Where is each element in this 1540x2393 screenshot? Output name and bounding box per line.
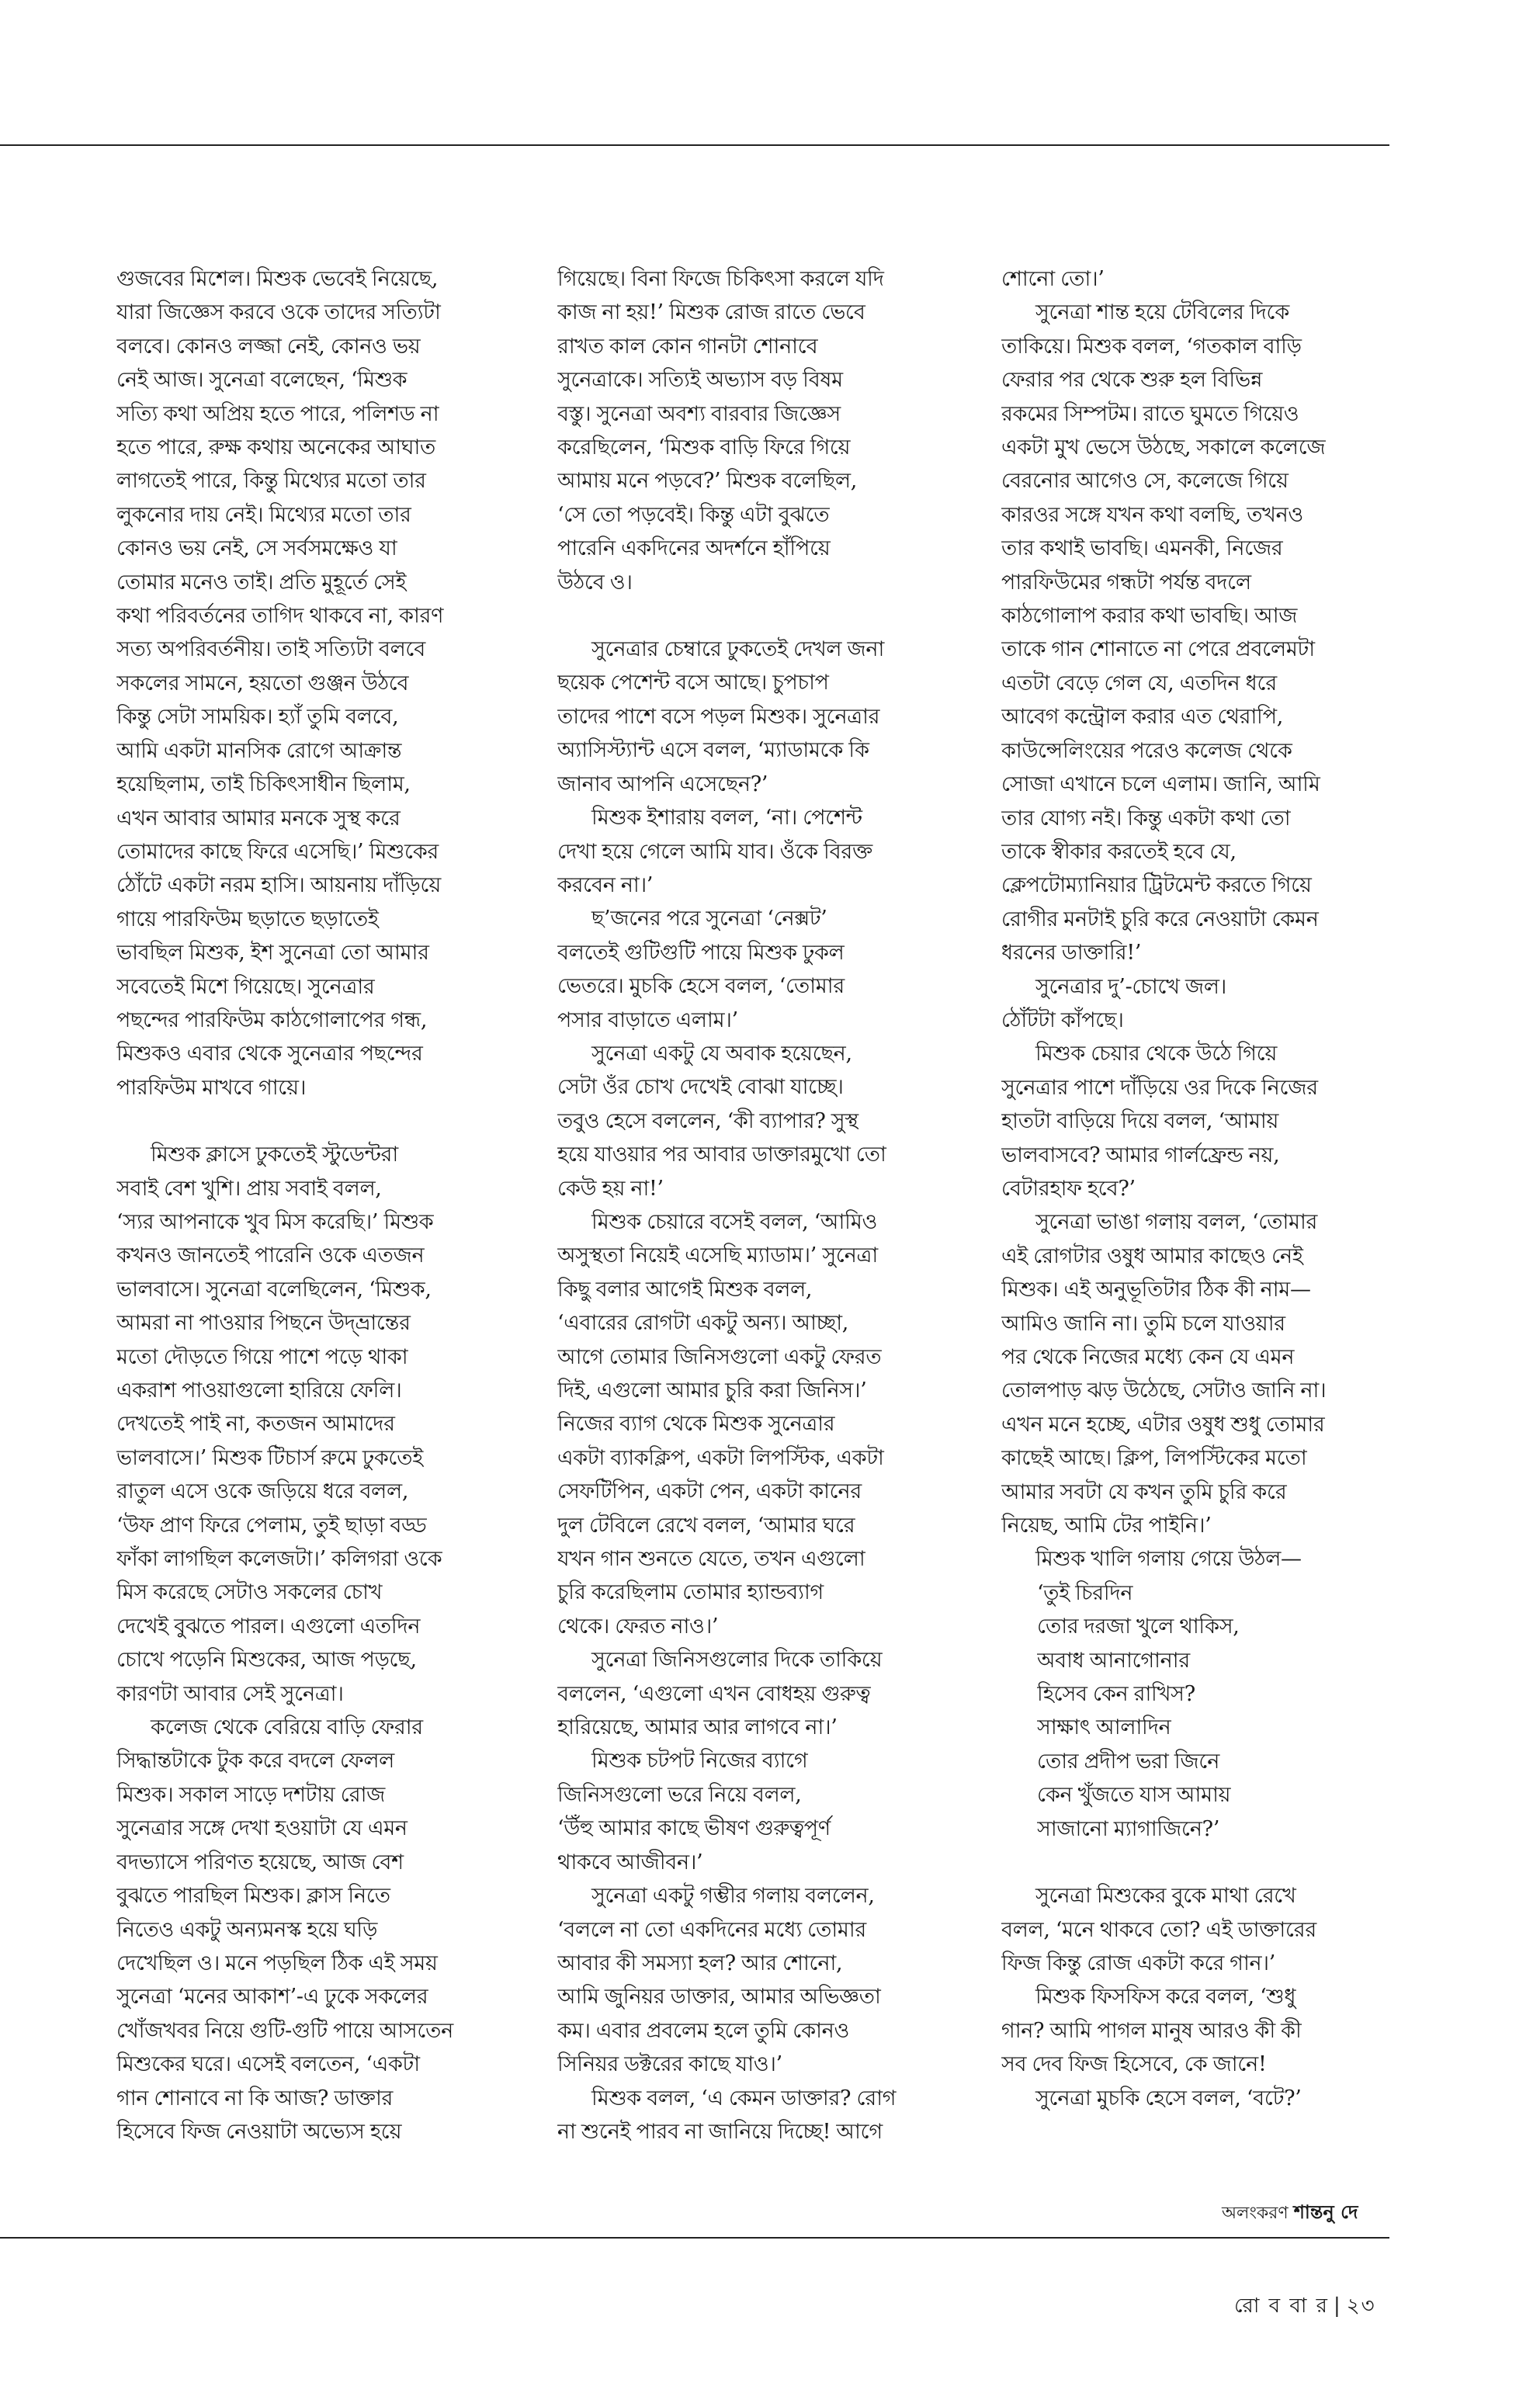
text-line: চোখে পড়েনি মিশুকের, আজ পড়ছে, <box>116 1648 417 1673</box>
text-line: আমি একটা মানসিক রোগে আক্রান্ত <box>116 738 402 763</box>
text-line: সুনেত্রা একটু গম্ভীর গলায় বললেন, <box>591 1884 875 1909</box>
text-line: তবুও হেসে বললেন, ‘কী ব্যাপার? সুস্থ <box>557 1108 858 1133</box>
text-line: ফাঁকা লাগছিল কলেজটা।’ কলিগরা ওকে <box>116 1547 442 1572</box>
text-line: নিতেও একটু অন্যমনস্ক হয়ে ঘড়ি <box>116 1917 378 1942</box>
text-line: হারিয়েছে, আমার আর লাগবে না।’ <box>557 1715 838 1740</box>
text-line: ‘উঁহু আমার কাছে ভীষণ গুরুত্বপূর্ণ <box>557 1816 831 1841</box>
text-line: ভালবাসবে? আমার গার্লফ্রেন্ড নয়, <box>1001 1143 1280 1167</box>
folio-separator: | <box>1333 2294 1342 2318</box>
text-line: কখনও জানতেই পারেনি ওকে এতজন <box>116 1243 425 1268</box>
text-line: ‘স্যর আপনাকে খুব মিস করেছি।’ মিশুক <box>116 1209 434 1234</box>
text-line: সবাই বেশ খুশি। প্রায় সবাই বলল, <box>116 1176 382 1201</box>
text-line: সুনেত্রার পাশে দাঁড়িয়ে ওর দিকে নিজের <box>1001 1075 1318 1100</box>
text-line: আমায় মনে পড়বে?’ মিশুক বলেছিল, <box>557 469 858 494</box>
text-line: লুকনোর দায় নেই। মিথ্যের মতো তার <box>116 502 411 527</box>
text-line: আমার সবটা যে কখন তুমি চুরি করে <box>1001 1479 1287 1504</box>
text-line: সোজা এখানে চলে এলাম। জানি, আমি <box>1001 772 1320 797</box>
text-line: করেছিলেন, ‘মিশুক বাড়ি ফিরে গিয়ে <box>557 435 851 460</box>
text-line: হিসেবে ফিজ নেওয়াটা অভ্যেস হয়ে <box>116 2119 402 2144</box>
text-line: সুনেত্রা মিশুকের বুকে মাথা রেখে <box>1035 1884 1296 1909</box>
text-line: মিশুকের ঘরে। এসেই বলতেন, ‘একটা <box>116 2052 420 2077</box>
text-line: মিশুক চেয়ারে বসেই বলল, ‘আমিও <box>591 1209 878 1234</box>
text-line: বুঝতে পারছিল মিশুক। ক্লাস নিতে <box>116 1884 390 1909</box>
text-line: হয়েছিলাম, তাই চিকিৎসাধীন ছিলাম, <box>116 772 411 797</box>
text-line: কাঠগোলাপ করার কথা ভাবছি। আজ <box>1001 604 1298 629</box>
text-line: সুনেত্রা শান্ত হয়ে টেবিলের দিকে <box>1035 300 1289 325</box>
text-line: বস্তু। সুনেত্রা অবশ্য বারবার জিজ্ঞেস <box>557 401 841 426</box>
page-number: ২৩ <box>1346 2294 1376 2318</box>
text-line: কলেজ থেকে বেরিয়ে বাড়ি ফেরার <box>151 1715 423 1740</box>
text-line: একরাশ পাওয়াগুলো হারিয়ে ফেলি। <box>116 1379 402 1403</box>
text-line: মিশুক ক্লাসে ঢুকতেই স্টুডেন্টরা <box>151 1143 398 1167</box>
illustration-credit <box>1222 2198 1358 2229</box>
text-line: করবেন না।’ <box>557 872 654 897</box>
text-line: কিন্তু সেটা সাময়িক। হ্যাঁ তুমি বলবে, <box>116 705 399 730</box>
text-line: তার যোগ্য নই। কিন্তু একটা কথা তো <box>1001 806 1291 831</box>
text-line: সিদ্ধান্তটাকে টুক করে বদলে ফেলল <box>116 1749 395 1774</box>
text-line: সুনেত্রা ‘মনের আকাশ’-এ ঢুকে সকলের <box>116 1985 428 2010</box>
bottom-rule <box>0 2237 1389 2239</box>
text-line: সুনেত্রা জিনিসগুলোর দিকে তাকিয়ে <box>591 1648 883 1673</box>
text-line: ঠোঁটটা কাঁপছে। <box>1001 1007 1124 1032</box>
text-line: দিই, এগুলো আমার চুরি করা জিনিস।’ <box>557 1379 867 1403</box>
text-line: একটা ব্যাকক্লিপ, একটা লিপস্টিক, একটা <box>557 1445 884 1470</box>
text-line: ‘সে তো পড়বেই। কিন্তু এটা বুঝতে <box>557 502 830 527</box>
text-line: মিশুক বলল, ‘এ কেমন ডাক্তার? রোগ <box>591 2086 897 2110</box>
text-line: বলল, ‘মনে থাকবে তো? এই ডাক্তারের <box>1001 1917 1316 1942</box>
text-line: হাতটা বাড়িয়ে দিয়ে বলল, ‘আমায় <box>1001 1109 1279 1134</box>
text-line: রোগীর মনটাই চুরি করে নেওয়াটা কেমন <box>1001 907 1319 931</box>
text-line: কেউ হয় না!’ <box>557 1176 664 1201</box>
text-line: মিশুকও এবার থেকে সুনেত্রার পছন্দের <box>116 1042 423 1066</box>
text-line: উঠবে ও। <box>557 570 633 595</box>
text-column-2 <box>557 262 967 2148</box>
page-folio <box>1234 2290 1376 2324</box>
text-line: সত্য অপরিবর্তনীয়। তাই সত্যিটা বলবে <box>116 637 425 662</box>
top-rule <box>0 144 1389 146</box>
text-line: রাতুল এসে ওকে জড়িয়ে ধরে বলল, <box>116 1479 409 1504</box>
text-line: কারওর সঙ্গে যখন কথা বলছি, তখনও <box>1001 502 1303 527</box>
text-line: না শুনেই পারব না জানিয়ে দিচ্ছে! আগে <box>557 2119 883 2144</box>
text-line: রাখত কাল কোন গানটা শোনাবে <box>557 334 818 359</box>
text-line: সুনেত্রার চেম্বারে ঢুকতেই দেখল জনা <box>591 637 885 662</box>
text-line: ফেরার পর থেকে শুরু হল বিভিন্ন <box>1001 368 1263 393</box>
text-line: ছয়েক পেশেন্ট বসে আছে। চুপচাপ <box>557 671 829 695</box>
text-line: দেখতেই পাই না, কতজন আমাদের <box>116 1412 395 1437</box>
text-line: বললেন, ‘এগুলো এখন বোধহয় গুরুত্ব <box>557 1681 871 1706</box>
text-line: খোঁজখবর নিয়ে গুটি-গুটি পায়ে আসতেন <box>116 2018 453 2043</box>
text-line: কম। এবার প্রবলেম হলে তুমি কোনও <box>557 2018 850 2043</box>
text-line: তোমার মনেও তাই। প্রতি মুহূর্তে সেই <box>116 570 407 595</box>
text-line: সব দেব ফিজ হিসেবে, কে জানে! <box>1001 2052 1267 2077</box>
text-line: এতটা বেড়ে গেল যে, এতদিন ধরে <box>1001 671 1277 695</box>
text-line: ভালবাসে। সুনেত্রা বলেছিলেন, ‘মিশুক, <box>116 1277 432 1302</box>
text-line: সেফটিপিন, একটা পেন, একটা কানের <box>557 1479 862 1504</box>
text-line: বলতেই গুটিগুটি পায়ে মিশুক ঢুকল <box>557 940 845 965</box>
text-line: দুল টেবিলে রেখে বলল, ‘আমার ঘরে <box>557 1513 855 1538</box>
text-line: ধরনের ডাক্তারি!’ <box>1001 941 1142 966</box>
text-line: হয়ে যাওয়ার পর আবার ডাক্তারমুখো তো <box>557 1143 886 1167</box>
text-line: যারা জিজ্ঞেস করবে ওকে তাদের সত্যিটা <box>116 300 441 325</box>
text-line: সুনেত্রা ভাঙা গলায় বলল, ‘তোমার <box>1035 1210 1318 1235</box>
text-line: আবেগ কন্ট্রোল করার এত থেরাপি, <box>1001 705 1284 730</box>
text-line: মিস করেছে সেটাও সকলের চোখ <box>116 1580 383 1605</box>
text-line: কোনও ভয় নেই, সে সর্বসমক্ষেও যা <box>116 536 397 561</box>
text-line: পারফিউম মাখবে গায়ে। <box>116 1075 307 1100</box>
text-line: ‘এবারের রোগটা একটু অন্য। আচ্ছা, <box>557 1311 849 1336</box>
text-line: এই রোগটার ওষুধ আমার কাছেও নেই <box>1001 1243 1303 1268</box>
text-line: সবেতেই মিশে গিয়েছে। সুনেত্রার <box>116 974 375 999</box>
text-line: বলবে। কোনও লজ্জা নেই, কোনও ভয় <box>116 334 421 359</box>
text-line: মিশুক ফিসফিস করে বলল, ‘শুধু <box>1035 1985 1296 2010</box>
text-line: আগে তোমার জিনিসগুলো একটু ফেরত <box>557 1344 882 1369</box>
credit-label: অলংকরণ <box>1222 2204 1289 2223</box>
text-line: নিয়েছ, আমি টের পাইনি।’ <box>1001 1514 1212 1538</box>
text-line: সেটা ওঁর চোখ দেখেই বোঝা যাচ্ছে। <box>557 1075 844 1100</box>
text-line: কাউন্সেলিংয়ের পরেও কলেজ থেকে <box>1001 738 1292 763</box>
text-line: ‘উফ প্রাণ ফিরে পেলাম, তুই ছাড়া বড্ড <box>116 1513 427 1538</box>
text-line: গায়ে পারফিউম ছড়াতে ছড়াতেই <box>116 907 379 931</box>
text-line: কাছেই আছে। ক্লিপ, লিপস্টিকের মতো <box>1001 1446 1307 1471</box>
text-line: সিনিয়র ডক্টরের কাছে যাও।’ <box>557 2052 782 2077</box>
text-line: একটা মুখ ভেসে উঠছে, সকালে কলেজে <box>1001 435 1326 460</box>
text-line: দেখেছিল ও। মনে পড়ছিল ঠিক এই সময় <box>116 1951 438 1975</box>
text-line: মতো দৌড়তে গিয়ে পাশে পড়ে থাকা <box>116 1344 408 1369</box>
text-column-3 <box>1001 262 1389 2115</box>
verse-line: অবাধ আনাগোনার <box>1037 1648 1190 1673</box>
text-line: হতে পারে, রুক্ষ কথায় অনেকের আঘাত <box>116 435 435 460</box>
text-line: সুনেত্রা একটু যে অবাক হয়েছেন, <box>591 1041 852 1066</box>
text-line: গান শোনাবে না কি আজ? ডাক্তার <box>116 2086 394 2110</box>
text-line: আমি জুনিয়র ডাক্তার, আমার অভিজ্ঞতা <box>557 1985 881 2010</box>
text-line: গুজবের মিশেল। মিশুক ভেবেই নিয়েছে, <box>116 267 439 291</box>
text-line: পারফিউমের গন্ধটা পর্যন্ত বদলে <box>1001 570 1251 595</box>
text-line: তাদের পাশে বসে পড়ল মিশুক। সুনেত্রার <box>557 704 880 729</box>
text-line: ফিজ কিন্তু রোজ একটা করে গান।’ <box>1001 1951 1275 1975</box>
text-line: জানাব আপনি এসেছেন?’ <box>557 772 768 796</box>
text-line: তাকে গান শোনাতে না পেরে প্রবলেমটা <box>1001 637 1315 662</box>
text-line: চুরি করেছিলাম তোমার হ্যান্ডব্যাগ <box>557 1580 824 1605</box>
text-line: অ্যাসিস্ট্যান্ট এসে বলল, ‘ম্যাডামকে কি <box>557 738 869 763</box>
text-line: কারণটা আবার সেই সুনেত্রা। <box>116 1681 344 1706</box>
text-line: ঠোঁটে একটা নরম হাসি। আয়নায় দাঁড়িয়ে <box>116 873 441 898</box>
text-line: সুনেত্রার সঙ্গে দেখা হওয়াটা যে এমন <box>116 1816 408 1841</box>
text-line: যখন গান শুনতে যেতে, তখন এগুলো <box>557 1547 865 1572</box>
text-line: ক্লেপটোম্যানিয়ার ট্রিটমেন্ট করতে গিয়ে <box>1001 873 1312 898</box>
text-line: আমিও জানি না। তুমি চলে যাওয়ার <box>1001 1311 1285 1336</box>
verse-line: তোর প্রদীপ ভরা জিনে <box>1037 1749 1220 1774</box>
text-line: মিশুক। সকাল সাড়ে দশটায় রোজ <box>116 1782 385 1807</box>
text-line: মিশুক খালি গলায় গেয়ে উঠল— <box>1035 1547 1302 1572</box>
verse-line: সাক্ষাৎ আলাদিন <box>1037 1715 1171 1740</box>
verse-line: কেন খুঁজতে যাস আমায় <box>1037 1783 1231 1808</box>
text-line: অসুস্থতা নিয়েই এসেছি ম্যাডাম।’ সুনেত্রা <box>557 1243 878 1268</box>
text-line: ভালবাসে।’ মিশুক টিচার্স রুমে ঢুকতেই <box>116 1445 423 1470</box>
text-line: নেই আজ। সুনেত্রা বলেছেন, ‘মিশুক <box>116 368 408 393</box>
text-line: সুনেত্রা মুচকি হেসে বলল, ‘বটে?’ <box>1035 2086 1302 2110</box>
text-line: পসার বাড়াতে এলাম।’ <box>557 1007 738 1032</box>
text-line: থাকবে আজীবন।’ <box>557 1850 703 1875</box>
verse-line: হিসেব কেন রাখিস? <box>1037 1682 1195 1707</box>
text-line: লাগতেই পারে, কিন্তু মিথ্যের মতো তার <box>116 469 426 494</box>
text-line: নিজের ব্যাগ থেকে মিশুক সুনেত্রার <box>557 1412 835 1437</box>
text-line: ‘বললে না তো একদিনের মধ্যে তোমার <box>557 1917 866 1942</box>
text-line: দেখেই বুঝতে পারল। এগুলো এতদিন <box>116 1614 421 1639</box>
text-line: জিনিসগুলো ভরে নিয়ে বলল, <box>557 1782 802 1807</box>
text-line: মিশুক চেয়ার থেকে উঠে গিয়ে <box>1035 1042 1278 1066</box>
text-line: মিশুক। এই অনুভূতিটার ঠিক কী নাম— <box>1001 1278 1311 1302</box>
verse-line: তোর দরজা খুলে থাকিস, <box>1037 1614 1240 1639</box>
text-line: তাকে স্বীকার করতেই হবে যে, <box>1001 839 1237 864</box>
text-line: তোমাদের কাছে ফিরে এসেছি।’ মিশুকের <box>116 839 439 864</box>
text-line: ভেতরে। মুচকি হেসে বলল, ‘তোমার <box>557 974 845 999</box>
text-line: শোনো তো।’ <box>1001 267 1105 291</box>
text-line: গিয়েছে। বিনা ফিজে চিকিৎসা করলে যদি <box>557 267 884 291</box>
text-line: বেটারহাফ হবে?’ <box>1001 1176 1136 1201</box>
text-line: মিশুক চটপট নিজের ব্যাগে <box>591 1749 808 1774</box>
text-line: পছন্দের পারফিউম কাঠগোলাপের গন্ধ, <box>116 1007 428 1032</box>
text-line: তার কথাই ভাবছি। এমনকী, নিজের <box>1001 536 1283 561</box>
text-line: দেখা হয়ে গেলে আমি যাব। ওঁকে বিরক্ত <box>557 839 872 864</box>
text-line: সুনেত্রাকে। সত্যিই অভ্যাস বড় বিষম <box>557 368 843 393</box>
text-line: কথা পরিবর্তনের তাগিদ থাকবে না, কারণ <box>116 604 444 629</box>
text-line: আবার কী সমস্যা হল? আর শোনো, <box>557 1951 843 1975</box>
text-line: ভাবছিল মিশুক, ইশ সুনেত্রা তো আমার <box>116 941 429 966</box>
text-line: রকমের সিম্পটম। রাতে ঘুমতে গিয়েও <box>1001 401 1299 426</box>
magazine-name: রো ব বা র <box>1234 2294 1329 2318</box>
text-line: এখন মনে হচ্ছে, এটার ওষুধ শুধু তোমার <box>1001 1412 1325 1437</box>
text-line: পারেনি একদিনের অদর্শনে হাঁপিয়ে <box>557 536 831 561</box>
credit-artist: শান্তনু দে <box>1293 2201 1358 2223</box>
verse-line: ‘তুই চিরদিন <box>1037 1580 1133 1605</box>
text-column-1 <box>116 262 526 2148</box>
text-line: কিছু বলার আগেই মিশুক বলল, <box>557 1277 813 1302</box>
text-line: এখন আবার আমার মনকে সুস্থ করে <box>116 806 401 831</box>
text-line: বেরনোর আগেও সে, কলেজে গিয়ে <box>1001 469 1289 494</box>
verse-line: সাজানো ম্যাগাজিনে?’ <box>1037 1816 1220 1841</box>
text-line: কাজ না হয়!’ মিশুক রোজ রাতে ভেবে <box>557 300 865 325</box>
text-line: সকলের সামনে, হয়তো গুঞ্জন উঠবে <box>116 671 409 695</box>
text-line: সত্যি কথা অপ্রিয় হতে পারে, পলিশড না <box>116 401 439 426</box>
text-line: তোলপাড় ঝড় উঠেছে, সেটাও জানি না। <box>1001 1379 1327 1403</box>
text-line: পর থেকে নিজের মধ্যে কেন যে এমন <box>1001 1345 1295 1369</box>
text-line: আমরা না পাওয়ার পিছনে উদ্‌ভ্রান্তের <box>116 1311 411 1336</box>
text-line: মিশুক ইশারায় বলল, ‘না। পেশেন্ট <box>591 806 862 831</box>
text-line: থেকে। ফেরত নাও।’ <box>557 1614 719 1639</box>
song-verse <box>1001 1576 1389 1846</box>
text-line: সুনেত্রার দু’-চোখে জল। <box>1035 974 1227 999</box>
text-line: গান? আমি পাগল মানুষ আরও কী কী <box>1001 2018 1302 2043</box>
text-line: তাকিয়ে। মিশুক বলল, ‘গতকাল বাড়ি <box>1001 334 1302 359</box>
text-line: ছ’জনের পরে সুনেত্রা ‘নেক্সট’ <box>591 907 827 931</box>
text-line: বদভ্যাসে পরিণত হয়েছে, আজ বেশ <box>116 1850 404 1875</box>
